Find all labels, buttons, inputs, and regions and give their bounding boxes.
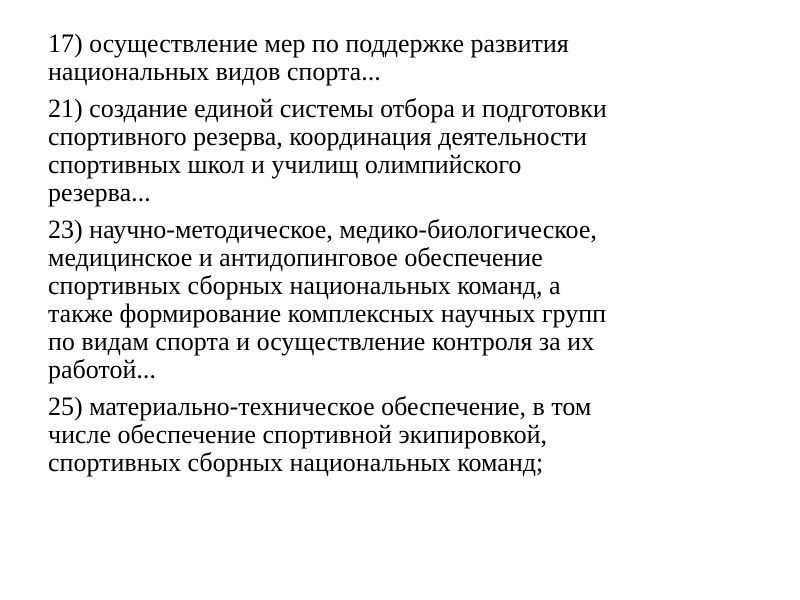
item-list bbox=[48, 30, 778, 486]
item-text-line: 21) создание единой системы отбора и подготовки bbox=[48, 94, 607, 123]
item-text-line: работой... bbox=[48, 355, 156, 384]
list-item bbox=[48, 393, 778, 477]
list-item bbox=[48, 95, 778, 207]
list-item bbox=[48, 30, 778, 86]
list-item bbox=[48, 216, 778, 384]
item-text-line: спортивного резерва, координация деятельности bbox=[48, 122, 587, 151]
item-text-line: резерва... bbox=[48, 178, 151, 207]
item-text-line: числе обеспечение спортивной экипировкой, bbox=[48, 420, 547, 449]
item-text-line: спортивных школ и училищ олимпийского bbox=[48, 150, 522, 179]
item-text-line: по видам спорта и осуществление контроля за их bbox=[48, 327, 595, 356]
item-text-line: 17) осуществление мер по поддержке развития bbox=[48, 29, 569, 58]
item-text-line: национальных видов спорта... bbox=[48, 57, 381, 86]
item-text-line: 25) материально-техническое обеспечение, в том bbox=[48, 392, 592, 421]
item-text-line: также формирование комплексных научных групп bbox=[48, 299, 607, 328]
item-text-line: медицинское и антидопинговое обеспечение bbox=[48, 243, 543, 272]
item-text-line: 23) научно-методическое, медико-биологическое, bbox=[48, 215, 597, 244]
item-text-line: спортивных сборных национальных команд, а bbox=[48, 271, 561, 300]
item-text-line: спортивных сборных национальных команд; bbox=[48, 448, 544, 477]
